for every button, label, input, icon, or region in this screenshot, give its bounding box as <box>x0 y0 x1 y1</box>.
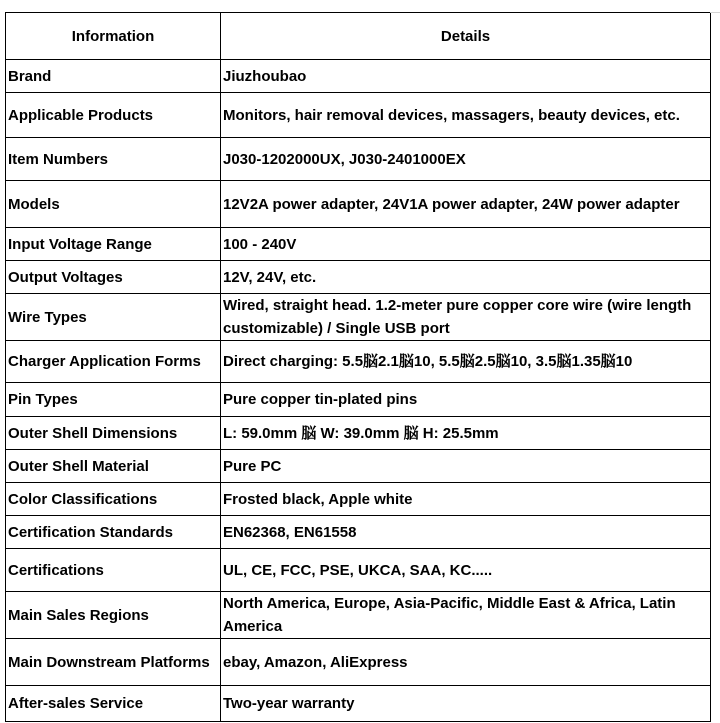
cell-value[interactable]: Frosted black, Apple white <box>221 483 711 516</box>
table-row <box>6 516 711 549</box>
table-row <box>6 228 711 261</box>
table-row <box>6 686 711 722</box>
cell-label[interactable]: Item Numbers <box>6 138 221 181</box>
cell-value[interactable]: Direct charging: 5.5脳2.1脳10, 5.5脳2.5脳10, 3.5脳1.35脳10 <box>221 341 711 383</box>
cell-value[interactable]: UL, CE, FCC, PSE, UKCA, SAA, KC..... <box>221 549 711 592</box>
cell-label[interactable]: Outer Shell Material <box>6 450 221 483</box>
cell-value[interactable]: Wired, straight head. 1.2-meter pure copper core wire (wire length customizable) / Single USB port <box>221 294 711 341</box>
cell-value[interactable]: J030-1202000UX, J030-2401000EX <box>221 138 711 181</box>
cell-value[interactable]: Jiuzhoubao <box>221 60 711 93</box>
cell-label[interactable]: Main Sales Regions <box>6 592 221 639</box>
cell-label[interactable]: Applicable Products <box>6 93 221 138</box>
cell-value[interactable]: North America, Europe, Asia-Pacific, Middle East & Africa, Latin America <box>221 592 711 639</box>
sheet-gridline-right <box>710 12 720 723</box>
table-row <box>6 483 711 516</box>
header-details[interactable]: Details <box>221 13 711 60</box>
cell-value[interactable]: L: 59.0mm 脳 W: 39.0mm 脳 H: 25.5mm <box>221 417 711 450</box>
cell-label[interactable]: Charger Application Forms <box>6 341 221 383</box>
cell-value[interactable]: Monitors, hair removal devices, massagers, beauty devices, etc. <box>221 93 711 138</box>
cell-label[interactable]: Brand <box>6 60 221 93</box>
cell-value[interactable]: 12V2A power adapter, 24V1A power adapter, 24W power adapter <box>221 181 711 228</box>
cell-label[interactable]: Output Voltages <box>6 261 221 294</box>
cell-label[interactable]: Certifications <box>6 549 221 592</box>
cell-label[interactable]: Pin Types <box>6 383 221 417</box>
cell-value[interactable]: EN62368, EN61558 <box>221 516 711 549</box>
cell-label[interactable]: Wire Types <box>6 294 221 341</box>
cell-label[interactable]: Models <box>6 181 221 228</box>
cell-label[interactable]: After-sales Service <box>6 686 221 722</box>
table-row <box>6 93 711 138</box>
table-row <box>6 549 711 592</box>
header-row <box>6 13 711 60</box>
table-row <box>6 639 711 686</box>
table-row <box>6 417 711 450</box>
cell-value[interactable]: Two-year warranty <box>221 686 711 722</box>
table-row <box>6 60 711 93</box>
cell-value[interactable]: Pure PC <box>221 450 711 483</box>
header-information[interactable]: Information <box>6 13 221 60</box>
table-row <box>6 383 711 417</box>
cell-value[interactable]: ebay, Amazon, AliExpress <box>221 639 711 686</box>
table-row <box>6 294 711 341</box>
table-row <box>6 341 711 383</box>
table-row <box>6 138 711 181</box>
cell-label[interactable]: Outer Shell Dimensions <box>6 417 221 450</box>
cell-label[interactable]: Certification Standards <box>6 516 221 549</box>
cell-value[interactable]: 100 - 240V <box>221 228 711 261</box>
product-spec-table <box>5 12 711 722</box>
cell-label[interactable]: Input Voltage Range <box>6 228 221 261</box>
cell-label[interactable]: Main Downstream Platforms <box>6 639 221 686</box>
cell-value[interactable]: Pure copper tin-plated pins <box>221 383 711 417</box>
table-row <box>6 450 711 483</box>
cell-label[interactable]: Color Classifications <box>6 483 221 516</box>
cell-value[interactable]: 12V, 24V, etc. <box>221 261 711 294</box>
table-row <box>6 592 711 639</box>
table-row <box>6 181 711 228</box>
table-row <box>6 261 711 294</box>
